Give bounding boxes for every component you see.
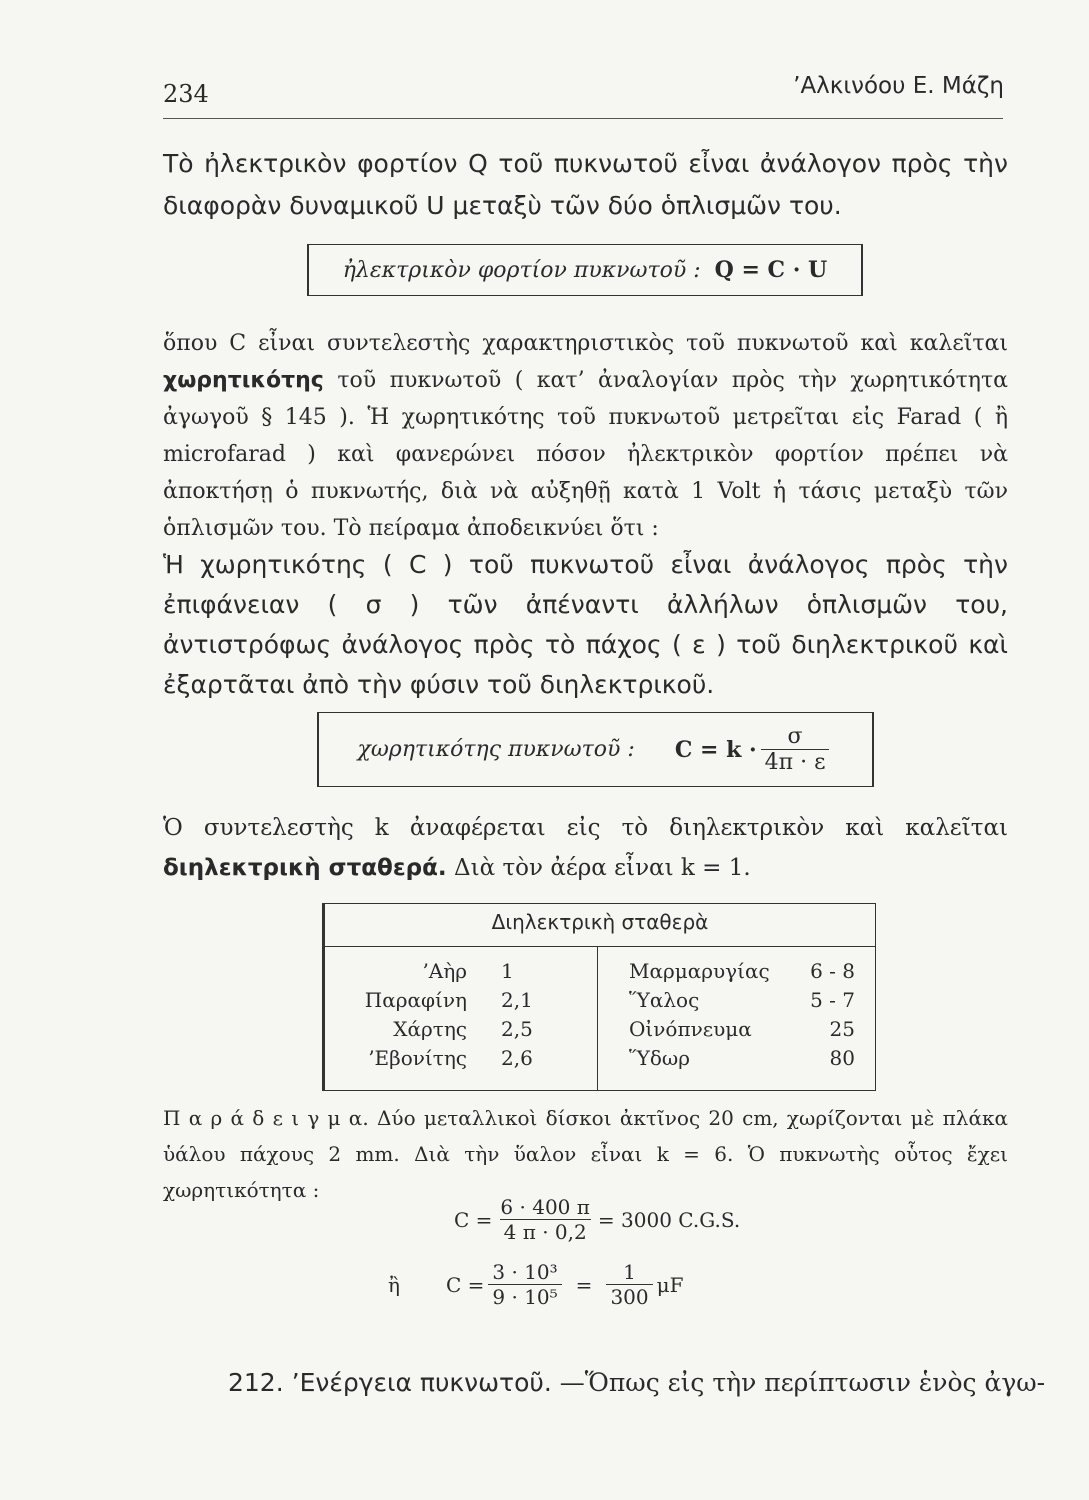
running-head: ’Αλκινόου Ε. Μάζη <box>793 73 1004 99</box>
paragraph-dielectric-constant <box>163 808 1008 888</box>
table-cell-name: Ὕδωρ <box>629 1046 690 1070</box>
table-right-names <box>629 957 779 1073</box>
table-rule <box>325 946 875 947</box>
paragraph-charge: Τὸ ἠλεκτρικὸν φορτίον Q τοῦ πυκνωτοῦ εἶναι ἀνάλογον πρὸς τὴν διαφορὰν δυναμικοῦ U μεταξὺ τῶν δύο ὁπλισμῶν του. <box>163 149 1008 220</box>
table-cell-value: 80 <box>829 1046 855 1070</box>
equation-fraction <box>488 1260 561 1309</box>
equation-prefix: ἢ <box>388 1272 400 1297</box>
table-cell-name: Παραφίνη <box>364 988 467 1012</box>
equation-lhs: C = <box>445 1272 485 1297</box>
table-cell-value: 2,5 <box>501 1017 533 1041</box>
fraction-denominator: 4π · ε <box>761 749 830 775</box>
equation-lhs: C = <box>454 1207 493 1232</box>
table-cell-name: ’Αὴρ <box>422 959 467 983</box>
paragraph-capacitance-def <box>163 325 1008 547</box>
table-cell-name: Χάρτης <box>393 1017 467 1041</box>
table-cell-name: Ὕαλος <box>629 988 700 1012</box>
term-capacitance: χωρητικότης <box>163 368 324 393</box>
table-caption: Διηλεκτρικὴ σταθερὰ <box>491 910 709 934</box>
paragraph-text: τοῦ πυκνωτοῦ ( κατ’ ἀναλογίαν πρὸς τὴν χωρητικότητα ἀγωγοῦ § 145 ). Ἡ χωρητικότης τοῦ πυκνωτοῦ μετρεῖται εἰς Farad ( ἢ microfarad ) καὶ φανερώνει πόσον ἠλεκτρικὸν φορτίον πρέπει νὰ ἀποκτήσῃ ὁ πυκνωτής, διὰ νὰ αὐξηθῇ κατὰ 1 Volt ἡ τάσις μεταξὺ τῶν ὁπλισμῶν του. Τὸ πείραμα ἀποδεικνύει ὅτι : <box>163 368 1008 541</box>
term-dielectric-constant: διηλεκτρικὴ σταθερά. <box>163 855 447 881</box>
dielectric-table <box>322 903 876 1091</box>
section-text: —Ὅπως εἰς τὴν περίπτωσιν ἑνὸς ἀγω- <box>559 1368 1046 1397</box>
fraction-denominator: 300 <box>606 1284 652 1309</box>
fraction-numerator: 6 · 400 π <box>500 1195 590 1219</box>
table-cell-name: Μαρμαρυγίας <box>629 959 770 983</box>
capacitance-formula-box <box>317 712 874 787</box>
table-cell-value: 1 <box>501 959 514 983</box>
table-cell-value: 6 - 8 <box>810 959 855 983</box>
equation-1 <box>454 1195 740 1244</box>
charge-formula: Q = C · U <box>714 257 828 283</box>
paragraph-text: Ὁ συντελεστὴς k ἀναφέρεται εἰς τὸ διηλεκτρικὸν καὶ καλεῖται <box>163 815 1008 841</box>
paragraph-text: Διὰ τὸν ἀέρα εἶναι k = 1. <box>453 855 751 881</box>
table-cell-value: 2,6 <box>501 1046 533 1070</box>
table-cell-value: 2,1 <box>501 988 533 1012</box>
example-paragraph <box>163 1100 1008 1208</box>
charge-formula-box <box>307 244 863 296</box>
table-right-values <box>785 957 855 1073</box>
equation-equals: = <box>575 1272 593 1297</box>
fraction-denominator: 4 π · 0,2 <box>500 1219 591 1244</box>
section-number: 212. <box>228 1368 284 1397</box>
example-text: Δύο μεταλλικοὶ δίσκοι ἀκτῖνος 20 cm, χωρίζονται μὲ πλάκα ὑάλου πάχους 2 mm. Διὰ τὴν ὕαλον εἶναι k = 6. Ὁ πυκνωτὴς οὗτος ἔχει χωρητικότητα : <box>163 1106 1008 1202</box>
equation-2 <box>388 1260 684 1309</box>
table-divider <box>597 946 598 1090</box>
table-cell-value: 5 - 7 <box>810 988 855 1012</box>
table-cell-name: Οἰνόπνευμα <box>629 1017 752 1041</box>
capacitance-formula-lhs: C = k · <box>674 736 757 763</box>
table-cell-value: 25 <box>829 1017 855 1041</box>
table-left-values <box>501 957 561 1073</box>
page-number: 234 <box>163 80 209 108</box>
capacitance-formula-label: χωρητικότης πυκνωτοῦ : <box>357 737 635 762</box>
section-title: ’Ενέργεια πυκνωτοῦ. <box>291 1368 552 1397</box>
fraction-denominator: 9 · 10⁵ <box>488 1284 561 1309</box>
capacitance-fraction <box>761 724 830 775</box>
equation-unit: μF <box>656 1272 684 1297</box>
example-lead: Π α ρ ά δ ε ι γ μ α. <box>163 1106 369 1130</box>
paragraph-capacitance-law: Ἡ χωρητικότης ( C ) τοῦ πυκνωτοῦ εἶναι ἀνάλογος πρὸς τὴν ἐπιφάνειαν ( σ ) τῶν ἀπέναντι ἀλλήλων ὁπλισμῶν του, ἀντιστρόφως ἀνάλογος πρὸς τὸ πάχος ( ε ) τοῦ διηλεκτρικοῦ καὶ ἐξαρτᾶται ἀπὸ τὴν φύσιν τοῦ διηλεκτρικοῦ. <box>163 550 1008 699</box>
fraction-numerator: 3 · 10³ <box>492 1260 558 1284</box>
header-rule <box>163 118 1003 119</box>
equation-fraction <box>606 1260 652 1309</box>
fraction-numerator: σ <box>787 724 803 749</box>
table-left-names <box>347 957 467 1073</box>
section-heading <box>228 1368 1045 1397</box>
fraction-numerator: 1 <box>623 1260 636 1284</box>
equation-fraction <box>496 1195 593 1244</box>
charge-formula-label: ἠλεκτρικὸν φορτίον πυκνωτοῦ : <box>342 257 701 283</box>
paragraph-text: ὅπου C εἶναι συντελεστὴς χαρακτηριστικὸς τοῦ πυκνωτοῦ καὶ καλεῖται <box>163 331 1008 356</box>
equation-rhs: = 3000 C.G.S. <box>597 1207 741 1232</box>
table-cell-name: ’Εβονίτης <box>368 1046 467 1070</box>
